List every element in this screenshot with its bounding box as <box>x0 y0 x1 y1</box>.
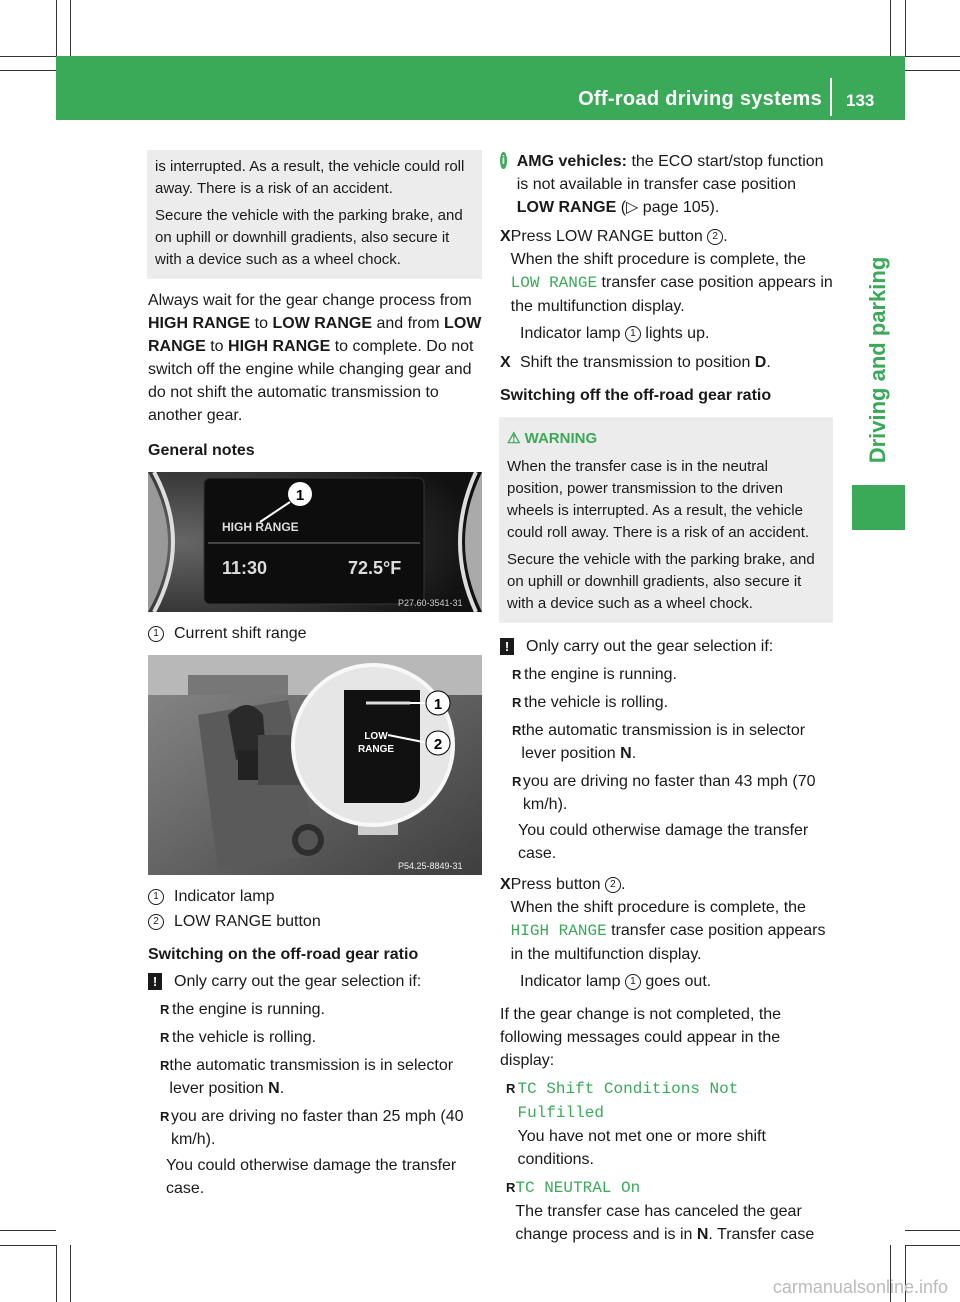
step-text: Press LOW RANGE button <box>510 228 708 245</box>
legend-text: Indicator lamp <box>174 888 275 905</box>
crop-mark <box>70 1245 71 1302</box>
crop-mark <box>905 70 960 71</box>
bold-term: HIGH RANGE <box>228 338 331 355</box>
list-text: the vehicle is rolling. <box>172 1029 317 1046</box>
notice-close: You could otherwise damage the transfer case. <box>166 1157 457 1197</box>
list-item: R you are driving no faster than 43 mph (70 km/h). <box>500 770 833 816</box>
crop-mark <box>890 0 891 56</box>
warning-text: Secure the vehicle with the parking brake, and on uphill or downhill gradients, also secure it with a device such as a wheel chock. <box>507 551 815 612</box>
crop-mark <box>0 70 56 71</box>
center-console-illustration <box>148 655 482 875</box>
step-result <box>500 970 833 993</box>
info-note <box>500 150 833 219</box>
list-item: R the engine is running. <box>500 663 833 686</box>
bold-term: N <box>620 745 632 762</box>
watermark: carmanualsonline.info <box>772 1277 948 1297</box>
heading-switching-on: Switching on the off-road gear ratio <box>148 946 419 963</box>
crop-mark <box>0 56 56 57</box>
step-text: Shift the transmission to position <box>520 354 755 371</box>
callout-1: 1 <box>433 696 443 713</box>
display-time: 11:30 <box>222 558 268 578</box>
list-text: the automatic transmission is in selector lever position <box>169 1057 454 1097</box>
bold-term: N <box>696 1226 709 1243</box>
display-range-text: HIGH RANGE <box>222 520 299 534</box>
bold-term: HIGH RANGE <box>148 315 251 332</box>
notice <box>500 635 833 658</box>
bold-term: LOW RANGE <box>516 199 617 216</box>
figure-center-console <box>148 655 482 875</box>
notice-close: You could otherwise damage the transfer case. <box>518 822 809 862</box>
legend-text: Current shift range <box>174 625 307 642</box>
button-label-low: LOW <box>364 731 388 742</box>
left-column <box>148 150 482 1200</box>
paragraph: If the gear change is not completed, the following messages could appear in the display: <box>500 1006 782 1069</box>
list-text: you are driving no faster than 25 mph (40 km/h). <box>170 1108 464 1148</box>
text: transfer case position appears in the multifunction display. <box>510 922 826 963</box>
message-item: R TC Shift Conditions Not Fulfilled You have not met one or more shift conditions. <box>506 1080 766 1168</box>
step-text: Press button <box>510 876 605 893</box>
header-divider <box>830 78 832 116</box>
notice-intro: Only carry out the gear selection if: <box>174 973 422 990</box>
list-text: the automatic transmission is in selector lever position <box>521 722 806 762</box>
crop-mark <box>0 1245 56 1246</box>
crop-mark <box>70 0 71 56</box>
display-message: TC Shift Conditions Not Fulfilled <box>517 1080 739 1122</box>
legend-item <box>148 885 482 908</box>
callout-number: 1 <box>625 974 641 990</box>
bold-term: LOW RANGE <box>272 315 373 332</box>
legend-text: LOW RANGE button <box>174 913 321 930</box>
paragraph <box>148 289 482 427</box>
crop-mark <box>56 1245 57 1302</box>
list-item: R the automatic transmission is in selector lever position N. <box>512 722 806 762</box>
heading-general-notes: General notes <box>148 442 255 459</box>
notice <box>148 970 482 993</box>
list-text: you are driving no faster than 43 mph (70 km/h). <box>522 773 816 813</box>
notice-icon: ! <box>500 638 514 655</box>
list-item: R you are driving no faster than 25 mph (40 km/h). <box>148 1105 482 1151</box>
legend-item <box>148 910 482 933</box>
list-text: the vehicle is rolling. <box>524 694 669 711</box>
step: X Press LOW RANGE button 2 . When the shift procedure is complete, the LOW RANGE transfer case position appears in the multifunction display. <box>500 228 833 315</box>
step: X Press button 2 . When the shift procedure is complete, the HIGH RANGE transfer case position appears in the multifunction display. <box>500 876 826 963</box>
list-item: R the vehicle is rolling. <box>148 1026 482 1049</box>
text: lights up. <box>640 325 710 342</box>
warning-box-continued <box>147 150 482 279</box>
callout-number: 1 <box>148 626 164 642</box>
text: Indicator lamp <box>520 325 625 342</box>
message-description: The transfer case has canceled the gear change process and is in <box>515 1203 802 1243</box>
crop-mark <box>56 0 57 56</box>
warning-triangle-icon: ⚠ <box>507 430 521 447</box>
list-text: the engine is running. <box>524 666 677 683</box>
text: Always wait for the gear change process from <box>148 292 472 309</box>
message-description: You have not met one or more shift conditions. <box>517 1128 766 1168</box>
text: to <box>205 338 229 355</box>
crop-mark <box>905 1245 960 1246</box>
display-message: TC NEUTRAL On <box>515 1179 641 1197</box>
bold-term: D <box>754 354 767 371</box>
right-column <box>500 150 833 1246</box>
list-item: R the vehicle is rolling. <box>500 691 833 714</box>
text: transfer case position appears in the multifunction display. <box>510 274 833 315</box>
text: the ECO start/stop function is not available in transfer case position <box>516 153 824 193</box>
step: X Shift the transmission to position D. <box>500 354 771 371</box>
callout-1: 1 <box>295 487 305 504</box>
warning-text: is interrupted. As a result, the vehicle could roll away. There is a risk of an accident. <box>155 158 465 197</box>
crop-mark <box>905 0 906 56</box>
callout-number: 2 <box>148 914 164 930</box>
heading-switching-off: Switching off the off-road gear ratio <box>500 387 772 404</box>
text: goes out. <box>640 973 712 990</box>
text: Indicator lamp <box>520 973 625 990</box>
warning-box <box>499 417 833 623</box>
callout-number: 1 <box>148 889 164 905</box>
section-title: Off-road driving systems <box>578 88 822 110</box>
message-item: R TC NEUTRAL On The transfer case has canceled the gear change process and is in N. Transfer case <box>506 1179 815 1243</box>
notice-intro: Only carry out the gear selection if: <box>526 638 774 655</box>
text: When the shift procedure is complete, the <box>510 899 806 916</box>
side-tab-marker <box>852 485 905 530</box>
notice-icon: ! <box>148 973 162 990</box>
callout-number: 1 <box>625 326 641 342</box>
callout-number: 2 <box>707 229 723 245</box>
list-item: R the engine is running. <box>148 998 482 1021</box>
info-icon: i <box>501 153 506 167</box>
bold-term: AMG vehicles: <box>516 153 627 170</box>
message-description: . Transfer case <box>708 1226 815 1243</box>
warning-heading <box>507 427 825 450</box>
button-label-range: RANGE <box>357 744 395 755</box>
crop-mark <box>905 56 960 57</box>
display-temperature: 72.5°F <box>348 558 402 578</box>
bold-term: LOW RANGE <box>148 315 482 355</box>
warning-title: WARNING <box>524 430 598 447</box>
figure-code: P27.60-3541-31 <box>398 598 463 608</box>
callout-number: 2 <box>605 877 621 893</box>
figure-instrument-display <box>148 472 482 612</box>
text: to <box>250 315 273 332</box>
display-message: HIGH RANGE <box>510 922 607 940</box>
warning-text: When the transfer case is in the neutral position, power transmission to the driven wheels is interrupted. As a result, the vehicle could roll away. There is a risk of an accident. <box>507 458 810 541</box>
step-result <box>500 322 833 345</box>
warning-text: Secure the vehicle with the parking brake, and on uphill or downhill gradients, also secure it with a device such as a wheel chock. <box>155 207 463 268</box>
text: When the shift procedure is complete, the <box>510 251 806 268</box>
legend-item <box>148 622 482 645</box>
callout-2: 2 <box>433 736 443 753</box>
page-number: 133 <box>846 91 875 110</box>
instrument-display-illustration <box>148 472 482 612</box>
figure-code: P54.25-8849-31 <box>398 861 463 871</box>
crop-mark <box>905 1230 960 1231</box>
page-reference: (▷ page 105). <box>616 199 720 216</box>
list-text: the engine is running. <box>172 1001 325 1018</box>
crop-mark <box>0 1230 56 1231</box>
bold-term: N <box>268 1080 280 1097</box>
chapter-label: Driving and parking <box>865 256 890 464</box>
text: and from <box>372 315 445 332</box>
display-message: LOW RANGE <box>510 274 598 292</box>
text: to complete. Do not switch off the engine while changing gear and do not shift the automatic transmission to another gear. <box>148 338 474 424</box>
list-item: R the automatic transmission is in selector lever position N. <box>160 1057 454 1097</box>
